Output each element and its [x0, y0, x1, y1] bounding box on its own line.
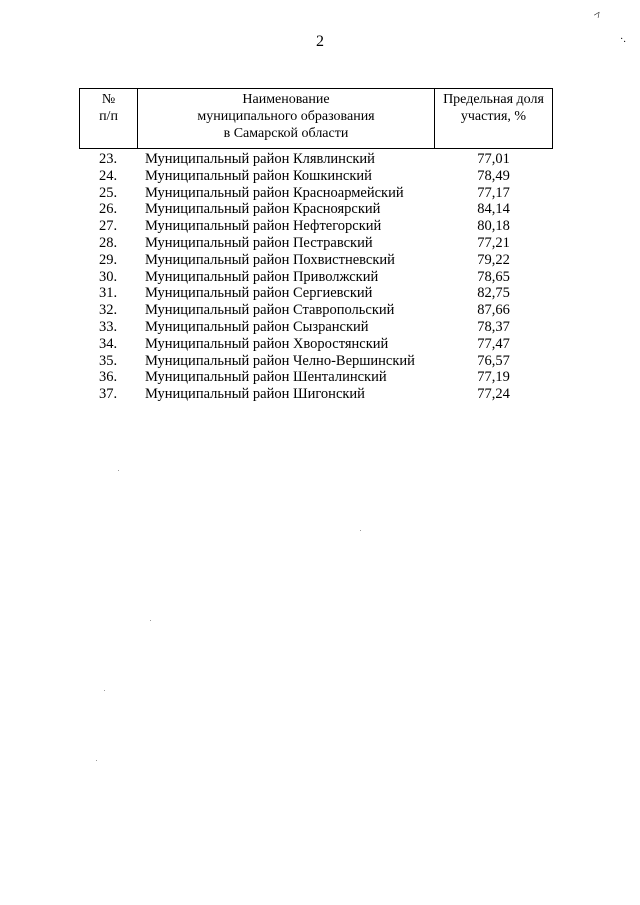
- corner-scan-dot: ·.: [620, 34, 626, 45]
- row-name: Муниципальный район Хворостянский: [145, 335, 389, 352]
- header-number: № п/п: [80, 89, 138, 148]
- row-number: 30.: [98, 268, 118, 285]
- row-share: 78,65: [477, 268, 510, 285]
- header-name: Наименование муниципального образования в Самарской области: [138, 89, 435, 148]
- row-number: 31.: [98, 285, 118, 302]
- table-body: [79, 151, 553, 403]
- row-share: 82,75: [477, 285, 510, 302]
- row-name: Муниципальный район Ставропольский: [145, 302, 395, 319]
- table-row: [79, 319, 553, 336]
- row-number: 24.: [98, 167, 118, 184]
- row-share: 77,19: [477, 369, 510, 386]
- scan-speck: [360, 530, 361, 531]
- table-row: [79, 252, 553, 269]
- header-share: Предельная доля участия, %: [443, 92, 544, 124]
- row-name: Муниципальный район Красноармейский: [145, 184, 404, 201]
- row-name: Муниципальный район Красноярский: [145, 201, 381, 218]
- row-number: 32.: [98, 302, 118, 319]
- scan-speck: [96, 760, 97, 761]
- row-share: 77,01: [477, 151, 510, 167]
- row-share: 84,14: [477, 201, 510, 218]
- row-share: 80,18: [477, 218, 510, 235]
- row-number: 33.: [98, 318, 118, 335]
- table-header: [79, 88, 553, 149]
- table-row: [79, 185, 553, 202]
- row-number: 28.: [98, 234, 118, 251]
- row-number: 36.: [98, 369, 118, 386]
- table-row: [79, 285, 553, 302]
- row-number: 27.: [98, 218, 118, 235]
- table-row: [79, 302, 553, 319]
- row-name: Муниципальный район Сергиевский: [145, 285, 373, 302]
- row-name: Муниципальный район Похвистневский: [145, 251, 395, 268]
- scan-speck: [104, 690, 105, 691]
- row-share: 77,47: [477, 335, 510, 352]
- row-number: 26.: [98, 201, 118, 218]
- table-row: [79, 218, 553, 235]
- row-number: 25.: [98, 184, 118, 201]
- row-share: 78,49: [477, 167, 510, 184]
- row-share: 76,57: [477, 352, 510, 369]
- row-name: Муниципальный район Шенталинский: [145, 369, 387, 386]
- table-row: [79, 386, 553, 403]
- table-row: [79, 201, 553, 218]
- row-name: Муниципальный район Пестравский: [145, 234, 373, 251]
- row-number: 23.: [98, 151, 118, 167]
- row-name: Муниципальный район Клявлинский: [145, 151, 375, 167]
- table-row: [79, 269, 553, 286]
- scan-speck: [118, 470, 119, 471]
- table-row: [79, 235, 553, 252]
- row-share: 78,37: [477, 318, 510, 335]
- row-share: 87,66: [477, 302, 510, 319]
- row-number: 37.: [98, 386, 118, 403]
- scan-speck: [150, 620, 151, 621]
- table-row: [79, 336, 553, 353]
- row-name: Муниципальный район Челно-Вершинский: [145, 352, 415, 369]
- row-share: 77,21: [477, 234, 510, 251]
- row-name: Муниципальный район Нефтегорский: [145, 218, 382, 235]
- row-name: Муниципальный район Шигонский: [145, 386, 365, 403]
- page-number: 2: [316, 33, 324, 50]
- row-name: Муниципальный район Кошкинский: [145, 167, 372, 184]
- row-name: Муниципальный район Сызранский: [145, 318, 369, 335]
- row-share: 77,17: [477, 184, 510, 201]
- row-number: 34.: [98, 335, 118, 352]
- row-number: 29.: [98, 251, 118, 268]
- row-name: Муниципальный район Приволжский: [145, 268, 379, 285]
- table-row: [79, 369, 553, 386]
- table-row: [79, 151, 553, 168]
- table-row: [79, 168, 553, 185]
- row-share: 79,22: [477, 251, 510, 268]
- row-share: 77,24: [477, 386, 510, 403]
- table-row: [79, 353, 553, 370]
- row-number: 35.: [98, 352, 118, 369]
- corner-scan-mark: ^: [590, 7, 604, 23]
